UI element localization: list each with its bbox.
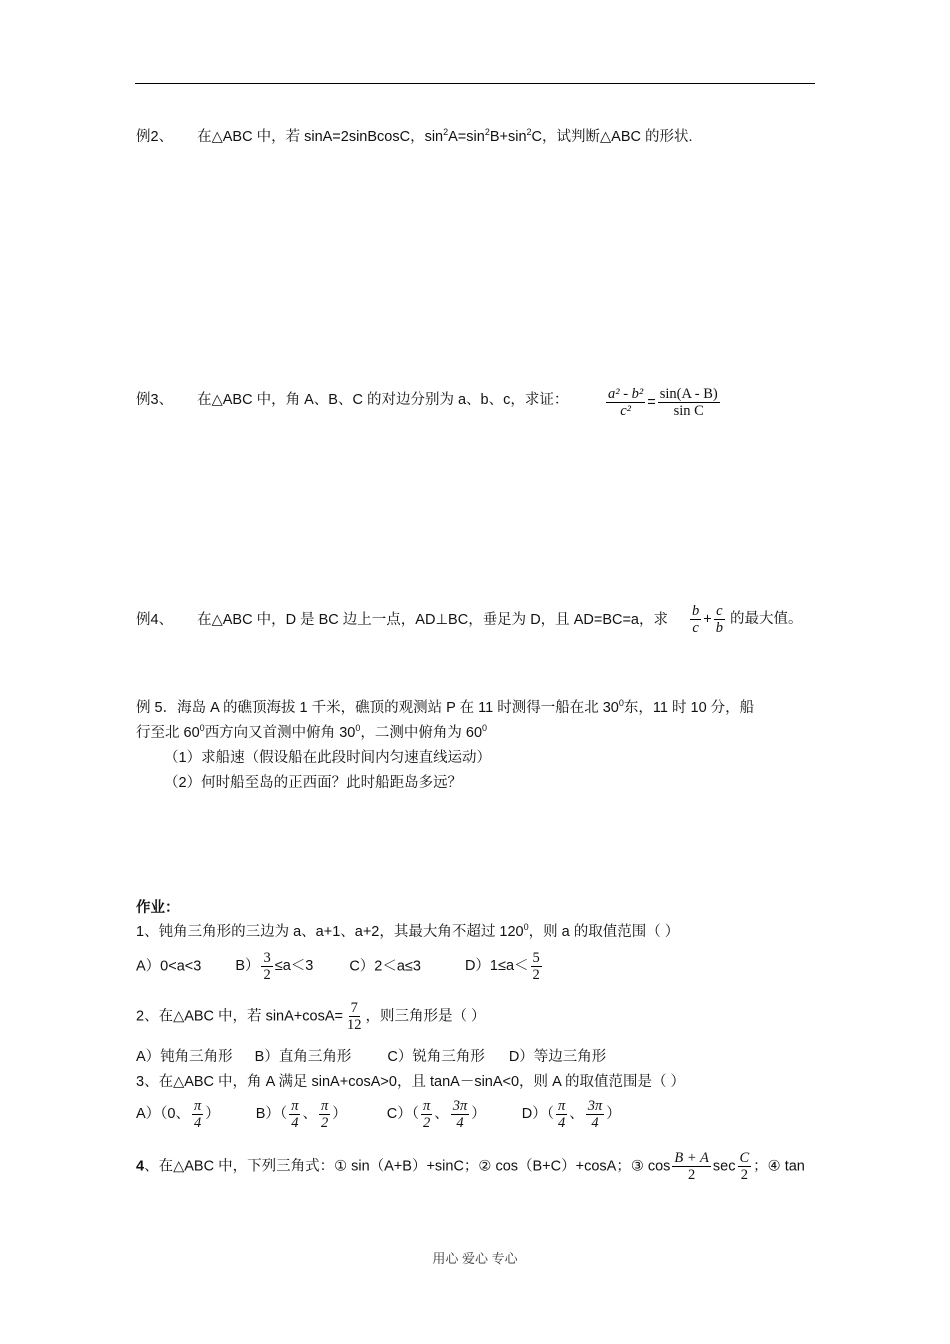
fraction-denominator: 2 <box>263 967 271 983</box>
homework-q2 <box>136 1000 486 1033</box>
superscript: 0 <box>355 723 361 733</box>
equals-sign: = <box>647 394 656 411</box>
option-label: C）（ <box>386 1106 419 1123</box>
question-text: ，则三角形是（ ） <box>365 1008 486 1025</box>
option-label: B） <box>235 958 260 975</box>
option-a: A）0<a<3 <box>136 958 202 975</box>
example-5-line-1 <box>136 698 754 718</box>
fraction-numerator: 7 <box>350 1000 358 1016</box>
example-2-label: 例2、 <box>136 129 174 145</box>
homework-q1-options <box>136 950 544 983</box>
superscript: 2 <box>484 127 490 137</box>
header-rule <box>135 83 815 84</box>
question-text: 1、钝角三角形的三边为 a、a+1、a+2，其最大角不超过 120 <box>136 924 524 940</box>
fraction-denominator: 2 <box>422 1115 431 1131</box>
fraction-numerator: 5 <box>532 950 540 966</box>
fraction <box>556 1098 567 1131</box>
option-label: D）（ <box>521 1106 554 1123</box>
fraction <box>672 1150 711 1183</box>
superscript: 0 <box>199 723 205 733</box>
example-5-text: 东，11 时 10 分，船 <box>623 700 755 716</box>
example-5-line-2 <box>136 723 487 743</box>
option-text: ） <box>332 1106 347 1123</box>
superscript: 2 <box>526 127 532 137</box>
example-2-text-1: 在△ABC 中，若 sinA=2sinBcosC，sin <box>197 129 444 145</box>
fraction-denominator: c <box>692 620 699 636</box>
option-label: A）（0、 <box>136 1106 190 1123</box>
fraction-numerator: 3 <box>263 950 271 966</box>
example-2-text-4: C，试判断△ABC 的形状. <box>531 129 693 145</box>
example-4-text: 在△ABC 中，D 是 BC 边上一点，AD⊥BC，垂足为 D，且 AD=BC=a，求 <box>197 612 669 628</box>
homework-q2-options <box>136 1047 606 1067</box>
example-3-formula <box>604 386 722 419</box>
fraction <box>319 1098 330 1131</box>
fraction <box>738 1150 752 1183</box>
example-3 <box>136 390 568 410</box>
example-5-text: ，二测中俯角为 60 <box>360 725 483 741</box>
example-3-text: 在△ABC 中，角 A、B、C 的对边分别为 a、b、c，求证： <box>197 392 569 408</box>
homework-q4 <box>136 1150 805 1183</box>
example-2-text-3: B+sin <box>489 129 527 145</box>
example-4-tail: 的最大值。 <box>729 611 803 628</box>
option-label: D）1≤a＜ <box>464 958 529 975</box>
option-b <box>235 950 314 983</box>
option-b <box>255 1098 347 1131</box>
fraction-denominator: 4 <box>591 1115 599 1131</box>
homework-q3: 3、在△ABC 中，角 A 满足 sinA+cosA>0，且 tanA－sinA<0，则 A 的取值范围是（ ） <box>136 1074 686 1090</box>
sec-function: sec <box>712 1158 736 1175</box>
option-text: ≤a＜3 <box>274 958 314 975</box>
fraction-denominator: 2 <box>532 967 540 983</box>
fraction-denominator: 2 <box>320 1115 329 1131</box>
fraction-denominator: 4 <box>557 1115 566 1131</box>
fraction-numerator: a² - b² <box>608 386 644 402</box>
example-2 <box>136 127 693 147</box>
fraction-numerator: π <box>557 1098 566 1114</box>
question-text: 、在△ABC 中，下列三角式：① sin（A+B）+sinC；② cos（B+C）+cosA；③ cos <box>144 1158 671 1175</box>
option-d <box>464 950 544 983</box>
homework-title: 作业： <box>136 900 180 916</box>
fraction-numerator: B + A <box>674 1150 709 1166</box>
fraction-denominator: 2 <box>688 1167 696 1183</box>
fraction-denominator: 2 <box>740 1167 748 1183</box>
example-5-text: 例 5．海岛 A 的礁顶海拔 1 千米，礁顶的观测站 P 在 11 时测得一船在北 30 <box>136 700 619 716</box>
fraction-denominator: sin C <box>673 403 704 419</box>
fraction-numerator: c <box>716 603 723 619</box>
question-text: ，则 a 的取值范围（ ） <box>528 924 680 940</box>
plus-sign: + <box>703 611 712 628</box>
superscript: 0 <box>482 723 488 733</box>
option-c: C）2＜a≤3 <box>349 958 421 975</box>
question-text: 2、在△ABC 中，若 sinA+cosA= <box>136 1008 343 1025</box>
fraction-numerator: π <box>422 1098 431 1114</box>
fraction-denominator: 4 <box>194 1115 202 1131</box>
b-over-c-fraction <box>690 603 701 636</box>
rhs-fraction <box>658 386 720 419</box>
option-a <box>136 1098 220 1131</box>
fraction-denominator: 4 <box>291 1115 299 1131</box>
fraction-denominator: c² <box>620 403 632 419</box>
option-c <box>386 1098 486 1131</box>
superscript: 0 <box>618 698 624 708</box>
fraction <box>451 1098 470 1131</box>
separator: 、 <box>434 1106 449 1123</box>
option-d: D）等边三角形 <box>508 1049 607 1065</box>
fraction <box>289 1098 300 1131</box>
fraction-numerator: 3π <box>452 1098 468 1114</box>
fraction-numerator: sin(A - B) <box>659 386 718 402</box>
homework-q1 <box>136 922 679 942</box>
example-5-question-1: （1）求船速（假设船在此段时间内匀速直线运动） <box>164 750 492 766</box>
page-footer: 用心 爱心 专心 <box>432 1251 518 1266</box>
fraction-denominator: b <box>715 620 723 636</box>
example-3-label: 例3、 <box>136 392 174 408</box>
superscript: 2 <box>443 127 449 137</box>
option-b: B）直角三角形 <box>254 1049 352 1065</box>
superscript: 0 <box>523 922 529 932</box>
separator: 、 <box>302 1106 317 1123</box>
example-5-question-2: （2）何时船至岛的正西面？此时船距岛多远？ <box>164 775 463 791</box>
c-over-b-fraction <box>714 603 725 636</box>
example-4 <box>136 610 668 630</box>
fraction-denominator: 4 <box>456 1115 464 1131</box>
fraction <box>531 950 542 983</box>
option-text: ） <box>471 1106 486 1123</box>
fraction-numerator: b <box>692 603 700 619</box>
question-number: 4 <box>136 1158 145 1175</box>
fraction-numerator: π <box>320 1098 329 1114</box>
option-a: A）钝角三角形 <box>136 1049 233 1065</box>
example-5-text: 行至北 60 <box>136 725 200 741</box>
option-d <box>521 1098 621 1131</box>
option-label: B）（ <box>255 1106 288 1123</box>
lhs-fraction <box>606 386 645 419</box>
fraction <box>261 950 272 983</box>
option-c: C）锐角三角形 <box>387 1049 485 1065</box>
example-2-text-2: A=sin <box>448 129 485 145</box>
fraction <box>192 1098 203 1131</box>
fraction-numerator: π <box>291 1098 299 1114</box>
fraction <box>345 1000 364 1033</box>
option-text: ） <box>606 1106 621 1123</box>
homework-q3-options <box>136 1098 621 1131</box>
example-4-formula <box>688 603 802 636</box>
fraction <box>586 1098 605 1131</box>
option-text: ） <box>205 1106 220 1123</box>
separator: 、 <box>569 1106 584 1123</box>
fraction-numerator: π <box>194 1098 202 1114</box>
example-4-label: 例4、 <box>136 612 174 628</box>
fraction <box>421 1098 432 1131</box>
fraction-denominator: 12 <box>346 1017 362 1033</box>
question-text: ；④ tan <box>753 1158 805 1175</box>
example-5-text: 西方向又首测中俯角 30 <box>204 725 356 741</box>
fraction-numerator: C <box>739 1150 750 1166</box>
fraction-numerator: 3π <box>587 1098 603 1114</box>
